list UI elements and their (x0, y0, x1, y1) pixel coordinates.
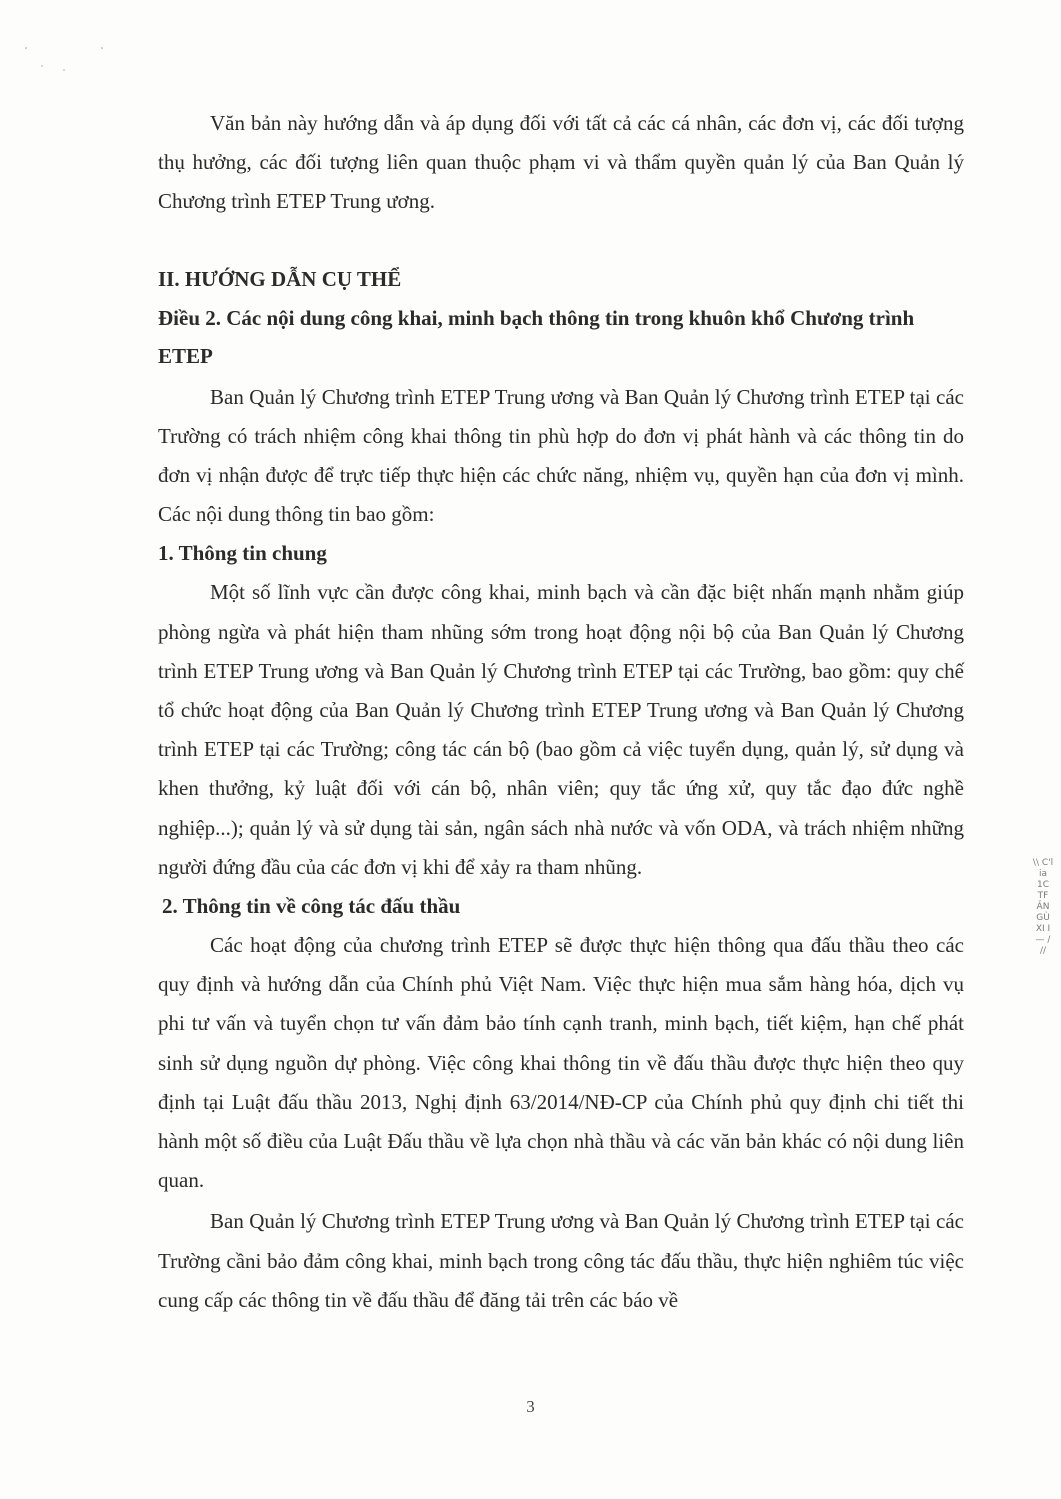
section-title: II. HƯỚNG DẪN CỤ THỂ (158, 266, 402, 291)
intro-paragraph: Văn bản này hướng dẫn và áp dụng đối với tất cả các cá nhân, các đơn vị, các đối tượng thụ hưởng, các đối tượng liên quan thuộc phạm vi và thẩm quyền quản lý của Ban Quản lý Chương trình ETEP Trung ương. (158, 111, 964, 214)
article-2-title: Điều 2. Các nội dung công khai, minh bạch thông tin trong khuôn khổ Chương trình ETEP (158, 305, 915, 369)
scan-specks (20, 44, 120, 84)
page-number: 3 (526, 1397, 535, 1416)
document-page (158, 104, 964, 1320)
item-2-paragraph-2: Ban Quản lý Chương trình ETEP Trung ương và Ban Quản lý Chương trình ETEP tại các Trường cầni bảo đảm công khai, minh bạch trong công tác đấu thầu, thực hiện nghiêm túc việc cung cấp các thông tin về đấu thầu để đăng tải trên các báo về (158, 1209, 964, 1312)
article-2-intro: Ban Quản lý Chương trình ETEP Trung ương và Ban Quản lý Chương trình ETEP tại các Trường có trách nhiệm công khai thông tin phù hợp do đơn vị phát hành và các thông tin do đơn vị nhận được để trực tiếp thực hiện các chức năng, nhiệm vụ, quyền hạn của đơn vị mình. Các nội dung thông tin bao gồm: (158, 384, 964, 527)
item-1-paragraph: Một số lĩnh vực cần được công khai, minh bạch và cần đặc biệt nhấn mạnh nhằm giúp phòng ngừa và phát hiện tham nhũng sớm trong hoạt động nội bộ của Ban Quản lý Chương trình ETEP Trung ương và Ban Quản lý Chương trình ETEP tại các Trường, bao gồm: quy chế tổ chức hoạt động của Ban Quản lý Chương trình ETEP Trung ương và Ban Quản lý Chương trình ETEP tại các Trường; công tác cán bộ (bao gồm cả việc tuyển dụng, quản lý, sử dụng và khen thưởng, kỷ luật đối với cán bộ, nhân viên; quy tắc ứng xử, quy tắc đạo đức nghề nghiệp...); quản lý và sử dụng tài sản, ngân sách nhà nước và vốn ODA, và trách nhiệm những người đứng đầu của các đơn vị khi để xảy ra tham nhũng. (158, 580, 964, 879)
item-2-paragraph-1: Các hoạt động của chương trình ETEP sẽ được thực hiện thông qua đấu thầu theo các quy định và hướng dẫn của Chính phủ Việt Nam. Việc thực hiện mua sắm hàng hóa, dịch vụ phi tư vấn và tuyển chọn tư vấn đảm bảo tính cạnh tranh, minh bạch, tiết kiệm, hạn chế phát sinh sử dụng nguồn dự phòng. Việc công khai thông tin về đấu thầu được thực hiện theo quy định tại Luật đấu thầu 2013, Nghị định 63/2014/NĐ-CP của Chính phủ quy định chi tiết thi hành một số điều của Luật Đấu thầu về lựa chọn nhà thầu và các văn bản khác có nội dung liên quan. (158, 933, 964, 1193)
margin-stamp: \\ C'l ia 1C TF ẢN GÙ XI I — / // (1032, 858, 1054, 956)
item-1-title: 1. Thông tin chung (158, 541, 327, 566)
item-2-title: 2. Thông tin về công tác đấu thầu (162, 894, 461, 919)
